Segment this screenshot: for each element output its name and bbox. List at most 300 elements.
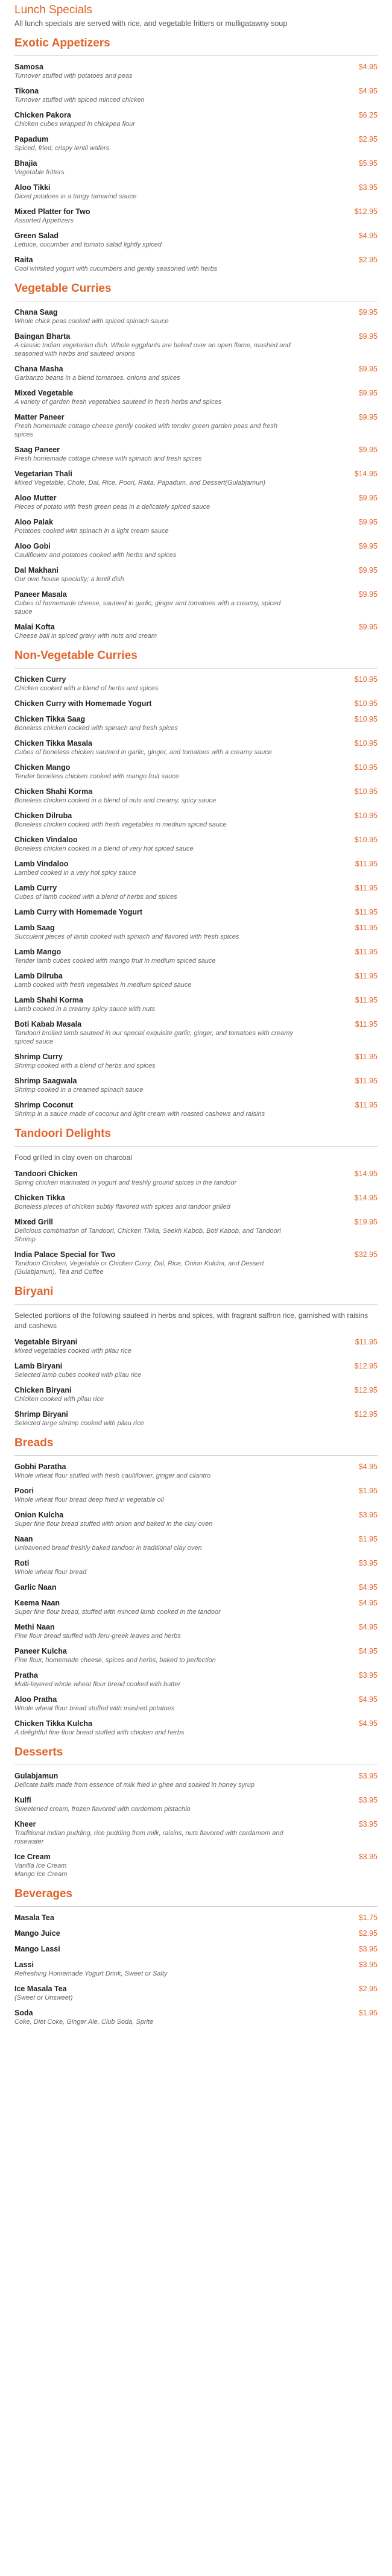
menu-item-row xyxy=(14,622,378,632)
menu-item-description: Chicken cubes wrapped in chickpea flour xyxy=(14,121,135,128)
menu-item-row xyxy=(14,364,378,374)
menu-item-name: Garlic Naan xyxy=(14,1583,57,1592)
menu-item-row xyxy=(14,1019,378,1029)
menu-item xyxy=(14,738,378,757)
menu-item-price: $3.95 xyxy=(358,1960,378,1969)
menu-item-price: $3.95 xyxy=(358,1796,378,1804)
menu-item-description: Lambed cooked in a very hot spicy sauce xyxy=(14,869,136,877)
menu-item xyxy=(14,159,378,177)
menu-item-description: Unleavened bread freshly baked tandoor in traditional clay oven xyxy=(14,1545,202,1552)
menu-item-name: Ice Cream xyxy=(14,1853,51,1861)
menu-item-name: Lassi xyxy=(14,1960,34,1969)
menu-item-price: $1.75 xyxy=(358,1913,378,1922)
menu-section xyxy=(14,282,378,640)
menu-item-name: Onion Kulcha xyxy=(14,1511,64,1519)
menu-item-name: Poori xyxy=(14,1487,34,1495)
menu-item-row xyxy=(14,1913,378,1923)
menu-item-description: Succulent pieces of lamb cooked with spinach and flavored with fresh spices xyxy=(14,933,239,940)
menu-item-description: Cubes of lamb cooked with a blend of herbs and spices xyxy=(14,893,177,901)
menu-sections xyxy=(14,36,378,2026)
menu-item-price: $5.95 xyxy=(358,159,378,168)
menu-item-description: Multi-layered whole wheat flour bread cooked with butter xyxy=(14,1681,181,1688)
menu-item-name: Chicken Pakora xyxy=(14,111,71,119)
menu-item-description: Tender lamb cubes cooked with mango fruit in medium spiced sauce xyxy=(14,957,216,965)
menu-item-row xyxy=(14,1795,378,1805)
menu-item-name: Naan xyxy=(14,1535,33,1543)
menu-item-name: India Palace Special for Two xyxy=(14,1250,116,1259)
menu-item-name: Mixed Grill xyxy=(14,1218,53,1226)
menu-item xyxy=(14,1622,378,1640)
menu-item-row xyxy=(14,859,378,869)
menu-item xyxy=(14,1913,378,1923)
menu-item-name: Lamb Biryani xyxy=(14,1362,63,1370)
menu-item xyxy=(14,1582,378,1592)
menu-item-row xyxy=(14,1598,378,1608)
menu-item-price: $11.95 xyxy=(355,884,378,892)
page-subtitle: All lunch specials are served with rice, and vegetable fritters or mulligatawny soup xyxy=(14,19,288,28)
menu-item-name: Lamb Curry with Homemade Yogurt xyxy=(14,908,143,916)
menu-item-description: Garbanzo beans in a blend tomatoes, onions and spices xyxy=(14,374,180,382)
menu-item-description: Boneless chicken cooked with fresh vegetables in medium spiced sauce xyxy=(14,821,227,828)
menu-item-price: $1.95 xyxy=(358,2009,378,2017)
menu-item-price: $10.95 xyxy=(354,715,378,723)
menu-item-description: A delightful fine flour bread stuffed with chicken and herbs xyxy=(14,1729,185,1736)
menu-item-price: $14.95 xyxy=(354,470,378,478)
menu-item xyxy=(14,1852,378,1878)
menu-item-description: Mixed Vegetable, Chole, Dal, Rice, Poori, Raita, Papadum, and Dessert(Gulabjamun) xyxy=(14,479,265,487)
menu-item-description: Whole wheat flour bread stuffed with mashed potatoes xyxy=(14,1705,175,1712)
menu-item-price: $4.95 xyxy=(358,231,378,240)
menu-item-price: $4.95 xyxy=(358,1583,378,1592)
menu-item-name: Dal Makhani xyxy=(14,566,58,575)
section-title: Non-Vegetable Curries xyxy=(14,649,138,662)
menu-item-name: Gulabjamun xyxy=(14,1772,58,1780)
menu-item-price: $11.95 xyxy=(355,1338,378,1346)
menu-item xyxy=(14,1795,378,1813)
menu-item-name: Aloo Pratha xyxy=(14,1695,57,1704)
menu-item-row xyxy=(14,811,378,820)
menu-item-row xyxy=(14,1719,378,1728)
menu-item-row xyxy=(14,763,378,772)
menu-item-price: $9.95 xyxy=(358,542,378,550)
menu-item-description: Super fine flour bread, stuffed with minced lamb cooked in the tandoor xyxy=(14,1608,221,1616)
menu-item-name: Keema Naan xyxy=(14,1599,60,1607)
menu-item xyxy=(14,183,378,201)
menu-item-name: Boti Kabab Masala xyxy=(14,1020,82,1028)
menu-item xyxy=(14,1929,378,1938)
menu-item-description: Potatoes cooked with spinach in a light cream sauce xyxy=(14,527,169,535)
menu-section xyxy=(14,36,378,273)
menu-item-price: $4.95 xyxy=(358,1599,378,1607)
menu-item-name: Kheer xyxy=(14,1820,36,1828)
section-description: Food grilled in clay oven on charcoal xyxy=(14,1153,132,1162)
menu-item-description: Turnover stuffed with potatoes and peas xyxy=(14,72,133,80)
menu-item xyxy=(14,675,378,693)
menu-item-price: $10.95 xyxy=(354,811,378,820)
menu-item xyxy=(14,541,378,559)
menu-item-name: Chicken Dilruba xyxy=(14,811,72,820)
menu-item-description: (Sweet or Unsweet) xyxy=(14,1994,73,2001)
menu-item-price: $6.25 xyxy=(358,111,378,119)
menu-item xyxy=(14,207,378,225)
menu-item-row xyxy=(14,1819,378,1829)
menu-item xyxy=(14,565,378,584)
menu-item-name: Chicken Mango xyxy=(14,763,71,772)
menu-item-name: Papadum xyxy=(14,135,49,143)
menu-item-price: $11.95 xyxy=(355,924,378,932)
menu-item-name: Mango Juice xyxy=(14,1929,60,1938)
menu-item-row xyxy=(14,231,378,241)
menu-item-row xyxy=(14,307,378,317)
menu-item-row xyxy=(14,159,378,168)
section-title: Tandoori Delights xyxy=(14,1127,112,1140)
menu-item-price: $12.95 xyxy=(354,207,378,216)
menu-item-name: Masala Tea xyxy=(14,1913,54,1922)
menu-item xyxy=(14,1462,378,1480)
menu-item-description: Refreshing Homemade Yogurt Drink, Sweet or Salty xyxy=(14,1970,168,1977)
menu-item-row xyxy=(14,1695,378,1704)
menu-item xyxy=(14,1385,378,1403)
menu-item-description: Boneless chicken cooked with spinach and fresh spices xyxy=(14,725,178,732)
menu-item-name: Lamb Mango xyxy=(14,948,62,956)
menu-item-price: $12.95 xyxy=(354,1362,378,1370)
menu-item-description: Cauliflower and potatoes cooked with herbs and spices xyxy=(14,552,177,559)
menu-item-price: $3.95 xyxy=(358,1671,378,1680)
menu-item-name: Ice Masala Tea xyxy=(14,1985,67,1993)
menu-item-name: Vegetarian Thali xyxy=(14,470,72,478)
menu-item-price: $3.95 xyxy=(358,1772,378,1780)
menu-item-price: $9.95 xyxy=(358,623,378,631)
menu-item-description: Tandoori Chicken, Vegetable or Chicken Curry, Dal, Rice, Onion Kulcha, and Dessert (Gulabjamun), Tea and Coffee xyxy=(14,1260,264,1276)
menu-item-description: Lamb cooked with fresh vegetables in medium spiced sauce xyxy=(14,981,192,989)
menu-item-description: Coke, Diet Coke, Ginger Ale, Club Soda, Sprite xyxy=(14,2018,154,2026)
menu-item-description: Shrimp cooked with a blend of herbs and spices xyxy=(14,1062,156,1069)
menu-item xyxy=(14,1598,378,1616)
menu-item xyxy=(14,763,378,781)
menu-item-price: $4.95 xyxy=(358,87,378,95)
section-title: Beverages xyxy=(14,1888,73,1900)
menu-item-description: Fresh homemade cottage cheese with spinach and fresh spices xyxy=(14,455,202,462)
menu-item xyxy=(14,1217,378,1244)
menu-item xyxy=(14,364,378,382)
menu-item-row xyxy=(14,1361,378,1371)
menu-item-price: $4.95 xyxy=(358,1463,378,1471)
menu-item xyxy=(14,134,378,153)
menu-item-name: Chicken Shahi Korma xyxy=(14,787,93,796)
menu-item-price: $10.95 xyxy=(354,836,378,844)
menu-item-name: Shrimp Coconut xyxy=(14,1101,74,1109)
menu-item xyxy=(14,255,378,273)
menu-item-row xyxy=(14,2008,378,2018)
menu-item-price: $10.95 xyxy=(354,763,378,772)
menu-item xyxy=(14,811,378,829)
menu-item xyxy=(14,388,378,406)
menu-item xyxy=(14,1337,378,1355)
menu-item-price: $3.95 xyxy=(358,183,378,192)
menu-item xyxy=(14,1558,378,1576)
menu-item-price: $11.95 xyxy=(355,1053,378,1061)
menu-item-name: Aloo Mutter xyxy=(14,494,57,502)
menu-item-name: Lamb Vindaloo xyxy=(14,860,69,868)
menu-item xyxy=(14,62,378,80)
menu-item-row xyxy=(14,1100,378,1110)
menu-item-price: $2.95 xyxy=(358,1929,378,1938)
menu-item-description: Cubes of boneless chicken sauteed in garlic, ginger, and tomatoes with a creamy sauce xyxy=(14,749,272,756)
menu-item-name: Methi Naan xyxy=(14,1623,55,1631)
menu-item-description: Boneless pieces of chicken subtly flavored with spices and tandoor grilled xyxy=(14,1203,230,1211)
menu-item-description: Fine flour, homemade cheese, spices and herbs, baked to perfection xyxy=(14,1657,216,1664)
menu-item-description: Lettuce, cucumber and tomato salad lightly spiced xyxy=(14,241,162,248)
menu-item-name: Chicken Vindaloo xyxy=(14,836,78,844)
menu-item-description: Fine flour bread stuffed with feru-greek leaves and herbs xyxy=(14,1633,181,1640)
menu-item xyxy=(14,714,378,732)
menu-item-price: $3.95 xyxy=(358,1559,378,1567)
menu-item-price: $10.95 xyxy=(354,739,378,748)
menu-item-description: Spring chicken marinated in yogurt and freshly ground spices in the tandoor xyxy=(14,1179,237,1186)
menu-item-row xyxy=(14,675,378,684)
menu-item-price: $10.95 xyxy=(354,699,378,708)
menu-item-row xyxy=(14,1771,378,1781)
menu-item-name: Vegetable Biryani xyxy=(14,1338,78,1346)
menu-item-description: Spiced, fried, crispy lentil wafers xyxy=(14,145,110,152)
menu-item-price: $2.95 xyxy=(358,135,378,143)
menu-item-price: $11.95 xyxy=(355,996,378,1004)
menu-item xyxy=(14,1019,378,1046)
menu-item xyxy=(14,1169,378,1187)
menu-item-row xyxy=(14,835,378,845)
menu-item xyxy=(14,110,378,128)
page-title: Lunch Specials xyxy=(14,4,92,16)
menu-item xyxy=(14,412,378,439)
menu-item-row xyxy=(14,388,378,398)
menu-item-description: Boneless chicken cooked in a blend of nuts and creamy, spicy sauce xyxy=(14,797,217,804)
menu-item-row xyxy=(14,1169,378,1179)
menu-item xyxy=(14,622,378,640)
menu-item xyxy=(14,835,378,853)
menu-item-price: $1.95 xyxy=(358,1535,378,1543)
menu-item-name: Chicken Tikka Kulcha xyxy=(14,1719,92,1728)
menu-item-description: Diced potatoes in a tangy tamarind sauce xyxy=(14,193,137,200)
menu-item-row xyxy=(14,1944,378,1954)
section-divider xyxy=(14,55,378,56)
menu-item-row xyxy=(14,62,378,72)
menu-item xyxy=(14,1960,378,1978)
menu-item-name: Paneer Kulcha xyxy=(14,1647,67,1655)
menu-item-row xyxy=(14,907,378,917)
section-title: Exotic Appetizers xyxy=(14,37,110,49)
menu-item-row xyxy=(14,1646,378,1656)
section-description: Selected portions of the following sauteed in herbs and spices, with fragrant saffron rice, garnished with raisins and cashews xyxy=(14,1311,368,1330)
menu-item-price: $4.95 xyxy=(358,1623,378,1631)
menu-item-row xyxy=(14,1582,378,1592)
menu-item-row xyxy=(14,1534,378,1544)
menu-item-description: Our own house specialty; a lentil dish xyxy=(14,576,124,583)
menu-item-price: $4.95 xyxy=(358,63,378,71)
menu-item-name: Shrimp Curry xyxy=(14,1053,63,1061)
menu-item-name: Baingan Bharta xyxy=(14,332,71,341)
menu-item-name: Lamb Saag xyxy=(14,924,55,932)
menu-item-price: $3.95 xyxy=(358,1853,378,1861)
menu-item-price: $3.95 xyxy=(358,1945,378,1953)
menu-item-description: Whole wheat flour stuffed with fresh cauliflower, ginger and cilantro xyxy=(14,1472,211,1479)
menu-item-price: $9.95 xyxy=(358,590,378,599)
menu-item xyxy=(14,1361,378,1379)
menu-item xyxy=(14,995,378,1013)
menu-item-price: $2.95 xyxy=(358,1985,378,1993)
menu-item-description: Shrimp in a sauce made of coconut and light cream with roasted cashews and raisins xyxy=(14,1110,265,1118)
menu-item xyxy=(14,1076,378,1094)
menu-item-name: Shrimp Biryani xyxy=(14,1410,68,1419)
section-divider xyxy=(14,1304,378,1305)
menu-item-description: Sweetened cream, frozen flavored with cardomom pistachio xyxy=(14,1806,191,1813)
menu-item-price: $10.95 xyxy=(354,787,378,796)
menu-item-description: Whole wheat flour bread xyxy=(14,1569,87,1576)
menu-item-price: $19.95 xyxy=(354,1218,378,1226)
menu-item-name: Lamb Shahi Korma xyxy=(14,996,83,1004)
menu-item xyxy=(14,1771,378,1789)
menu-item-description: Chicken cooked with pilau rice xyxy=(14,1396,104,1403)
menu-item-row xyxy=(14,517,378,527)
menu-item-name: Aloo Gobi xyxy=(14,542,51,550)
menu-item-row xyxy=(14,86,378,96)
menu-item xyxy=(14,1819,378,1846)
menu-item-name: Chana Saag xyxy=(14,308,58,316)
menu-item-description: Traditional Indian pudding, rice pudding from milk, raisins, nuts flavored with cardamom and rosewater xyxy=(14,1830,283,1845)
menu-item-description: Whole wheat flour bread deep fried in vegetable oil xyxy=(14,1496,164,1504)
menu-item-name: Chicken Tikka Saag xyxy=(14,715,86,723)
menu-item-row xyxy=(14,1193,378,1203)
menu-item-row xyxy=(14,469,378,479)
menu-item xyxy=(14,469,378,487)
menu-item xyxy=(14,590,378,616)
menu-item-price: $11.95 xyxy=(355,948,378,956)
menu-item-description: Delicate balls made from essence of milk fried in ghee and soaked in honey syrup xyxy=(14,1781,255,1789)
menu-item-row xyxy=(14,1409,378,1419)
menu-item-price: $11.95 xyxy=(355,1077,378,1085)
menu-item-price: $4.95 xyxy=(358,1647,378,1655)
menu-item xyxy=(14,1193,378,1211)
menu-item-name: Samosa xyxy=(14,63,43,71)
menu-item-name: Chicken Tikka xyxy=(14,1194,65,1202)
menu-item-name: Lamb Dilruba xyxy=(14,972,63,980)
menu-item-row xyxy=(14,590,378,599)
menu-item-name: Shrimp Saagwala xyxy=(14,1077,77,1085)
menu-item-description: Delicious combination of Tandoori, Chicken Tikka, Seekh Kabob, Boti Kabob, and Tandoori Shrimp xyxy=(14,1227,281,1243)
menu-item-description: Tender boneless chicken cooked with mango fruit sauce xyxy=(14,773,179,780)
section-title: Desserts xyxy=(14,1746,63,1759)
menu-item-row xyxy=(14,1960,378,1970)
menu-item-description: Tandoori broiled lamb sauteed in our special exquisite garlic, ginger, and tomatoes with creamy spiced sauce xyxy=(14,1030,293,1045)
menu-item-name: Mixed Vegetable xyxy=(14,389,74,397)
menu-item-description: Vegetable fritters xyxy=(14,169,65,176)
menu-item-price: $4.95 xyxy=(358,1695,378,1704)
menu-item-price: $14.95 xyxy=(354,1194,378,1202)
menu-item-price: $1.95 xyxy=(358,1487,378,1495)
menu-item xyxy=(14,332,378,358)
menu-item xyxy=(14,1100,378,1118)
menu-item-price: $9.95 xyxy=(358,308,378,316)
section-divider xyxy=(14,1146,378,1147)
menu-item-name: Soda xyxy=(14,2009,33,2017)
menu-item-price: $3.95 xyxy=(358,1820,378,1828)
menu-item-description: Cubes of homemade cheese, sauteed in garlic, ginger and tomatoes with a creamy, spiced sauce xyxy=(14,600,281,616)
menu-item-description: Super fine flour bread stuffed with onion and baked in the clay oven xyxy=(14,1520,213,1528)
menu-item-price: $9.95 xyxy=(358,518,378,526)
menu-item-price: $12.95 xyxy=(354,1386,378,1394)
menu-item-name: Malai Kofta xyxy=(14,623,55,631)
menu-item-name: Aloo Palak xyxy=(14,518,53,526)
menu-item xyxy=(14,231,378,249)
menu-section xyxy=(14,1436,378,1737)
menu-item-price: $11.95 xyxy=(355,1101,378,1109)
menu-item-price: $12.95 xyxy=(354,1410,378,1419)
menu-item-price: $11.95 xyxy=(355,1020,378,1028)
menu-item-row xyxy=(14,332,378,341)
menu-item-name: Roti xyxy=(14,1559,30,1567)
menu-item-description: Chicken cooked with a blend of herbs and spices xyxy=(14,685,159,692)
menu-section xyxy=(14,649,378,1118)
menu-item-description: Cool whisked yogurt with cucumbers and gently seasoned with herbs xyxy=(14,265,218,272)
menu-item xyxy=(14,493,378,511)
menu-item xyxy=(14,1984,378,2002)
menu-item-description: Boneless chicken cooked in a blend of very hot spiced sauce xyxy=(14,845,194,852)
menu-item-description: Fresh homemade cottage cheese gently cooked with tender green garden peas and fresh spices xyxy=(14,423,277,438)
menu-item xyxy=(14,517,378,535)
menu-item-name: Pratha xyxy=(14,1671,38,1680)
menu-item-price: $2.95 xyxy=(358,256,378,264)
menu-item xyxy=(14,787,378,805)
menu-item-name: Tandoori Chicken xyxy=(14,1170,78,1178)
menu-item-row xyxy=(14,883,378,893)
menu-item-row xyxy=(14,995,378,1005)
menu-item-row xyxy=(14,1929,378,1938)
menu-item xyxy=(14,1052,378,1070)
menu-item-row xyxy=(14,923,378,933)
menu-item xyxy=(14,1944,378,1954)
menu-item-price: $11.95 xyxy=(355,908,378,916)
menu-item-price: $9.95 xyxy=(358,389,378,397)
menu-item-row xyxy=(14,1052,378,1062)
menu-item-row xyxy=(14,1337,378,1347)
menu-item-name: Mango Lassi xyxy=(14,1945,60,1953)
menu-item-row xyxy=(14,1558,378,1568)
menu-item-price: $32.95 xyxy=(354,1250,378,1259)
menu-item-price: $9.95 xyxy=(358,332,378,341)
menu-item-name: Chicken Curry with Homemade Yogurt xyxy=(14,699,152,708)
menu-item xyxy=(14,1510,378,1528)
menu-item-row xyxy=(14,541,378,551)
menu-item-row xyxy=(14,738,378,748)
menu-item-price: $11.95 xyxy=(355,972,378,980)
menu-item-description: Whole chick peas cooked with spiced spinach sauce xyxy=(14,318,169,325)
menu-item-name: Chana Masha xyxy=(14,365,63,373)
menu-item-name: Lamb Curry xyxy=(14,884,57,892)
menu-item xyxy=(14,2008,378,2026)
menu-item xyxy=(14,971,378,989)
menu-item-name: Chicken Curry xyxy=(14,675,66,684)
menu-item xyxy=(14,1409,378,1428)
menu-item-row xyxy=(14,1622,378,1632)
menu-item xyxy=(14,1671,378,1689)
menu-item-description: Pieces of potato with fresh green peas in a delicately spiced sauce xyxy=(14,503,210,511)
menu-item-name: Kulfi xyxy=(14,1796,31,1804)
menu-item-name: Chicken Tikka Masala xyxy=(14,739,93,748)
menu-item-row xyxy=(14,1984,378,1994)
menu-item-name: Tikona xyxy=(14,87,39,95)
menu-item xyxy=(14,1646,378,1664)
menu-item-row xyxy=(14,1217,378,1227)
menu-item xyxy=(14,923,378,941)
